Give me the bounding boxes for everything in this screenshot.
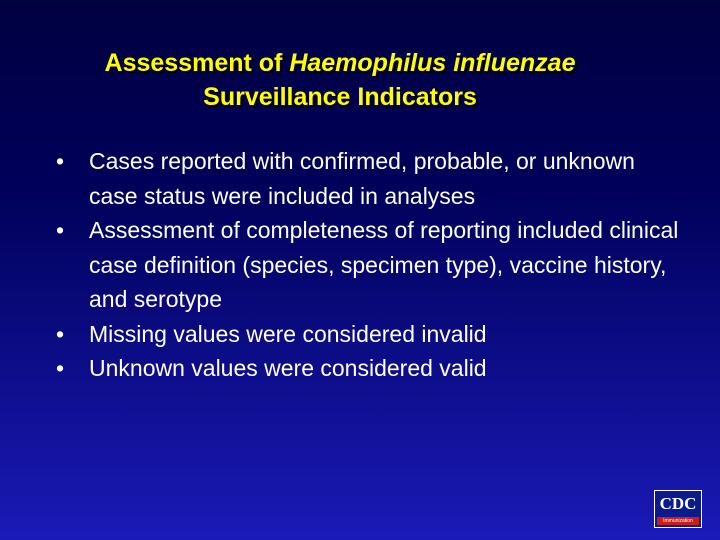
bullet-text: Assessment of completeness of reporting included clinical case definition (species, specimen type), vaccine history, and serotype <box>89 217 679 312</box>
title-line-1 <box>20 46 660 80</box>
bullet-item <box>56 351 686 386</box>
slide-title <box>20 46 660 114</box>
cdc-logo-text: CDC <box>659 494 697 513</box>
bullet-dot-icon: • <box>56 355 65 381</box>
bullet-dot-icon: • <box>56 148 65 174</box>
cdc-logo <box>654 490 702 528</box>
bullet-text: Cases reported with confirmed, probable, or unknown case status were included in analyses <box>89 148 635 209</box>
bullet-item <box>56 213 686 317</box>
title-prefix: Assessment of <box>104 49 290 77</box>
title-italic-organism: Haemophilus influenzae <box>289 49 576 77</box>
bullet-text: Unknown values were considered valid <box>89 355 487 381</box>
bullet-dot-icon: • <box>56 320 65 347</box>
bullet-item <box>56 317 686 352</box>
cdc-logo-subtext: Immunization <box>657 517 699 525</box>
bullet-text: Missing values were considered invalid <box>89 320 487 347</box>
bullet-list <box>56 144 686 386</box>
bullet-dot-icon: • <box>56 217 65 243</box>
bullet-item <box>56 144 686 213</box>
title-line-2: Surveillance Indicators <box>203 83 477 111</box>
